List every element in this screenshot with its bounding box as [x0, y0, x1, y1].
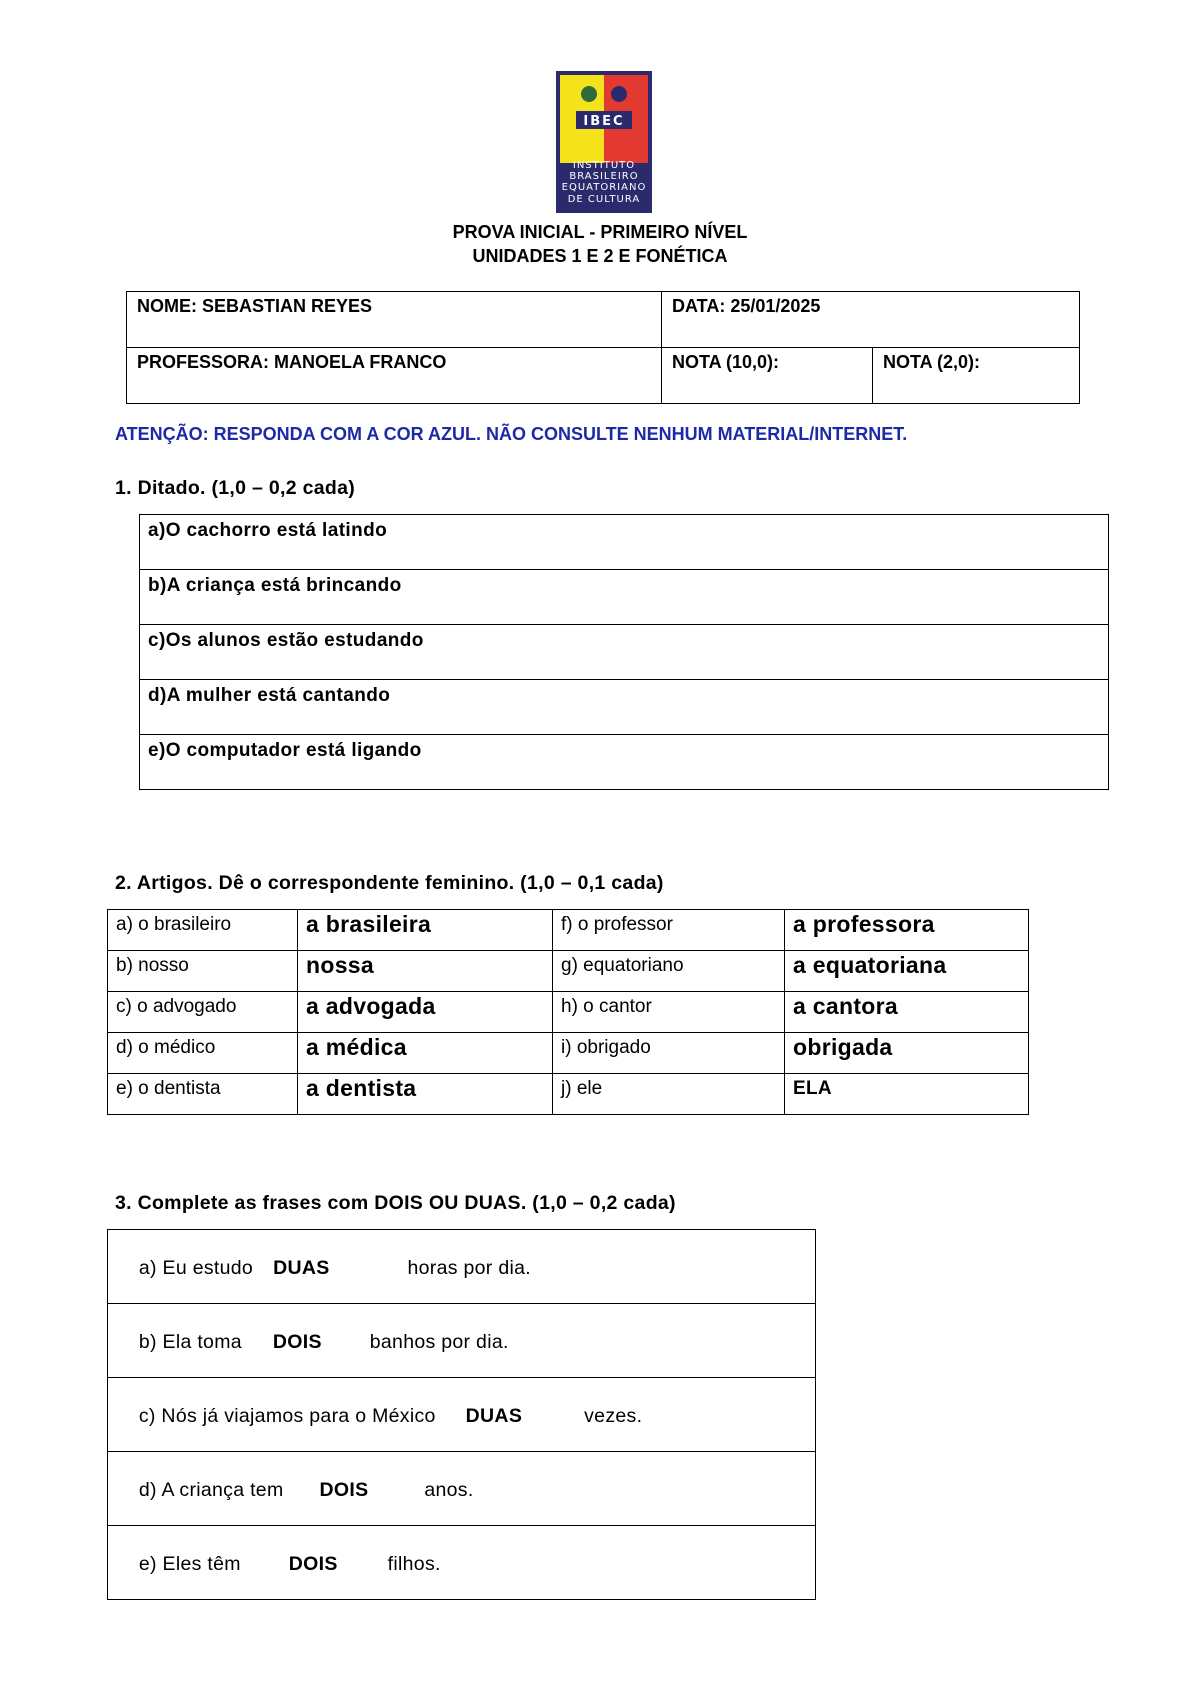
logo-acronym: IBEC — [583, 114, 625, 129]
sentence-answer: DOIS — [272, 1331, 322, 1353]
q1-heading: 1. Ditado. (1,0 – 0,2 cada) — [115, 477, 356, 499]
logo-line-2: BRASILEIRO — [569, 171, 639, 182]
table-row — [108, 1304, 816, 1378]
sentence-end: vezes. — [584, 1405, 643, 1427]
sentence-answer: DUAS — [273, 1257, 330, 1279]
student-info-table — [126, 291, 1080, 404]
article-answer: a dentista — [298, 1074, 553, 1115]
article-answer: a médica — [298, 1033, 553, 1074]
grade-2-cell: NOTA (2,0): — [873, 348, 1080, 404]
article-prompt: g) equatoriano — [553, 951, 785, 992]
dictation-table — [139, 514, 1109, 790]
logo-line-4: DE CULTURA — [567, 194, 641, 205]
exam-title: PROVA INICIAL - PRIMEIRO NÍVEL — [452, 222, 748, 242]
date-cell: DATA: 25/01/2025 — [662, 292, 1080, 348]
table-row — [108, 1526, 816, 1600]
logo-line-3: EQUATORIANO — [561, 182, 647, 193]
article-answer: obrigada — [785, 1033, 1029, 1074]
dictation-item: c)Os alunos estão estudando — [140, 625, 1109, 680]
table-row — [108, 992, 1029, 1033]
sentence-end: anos. — [424, 1479, 474, 1501]
table-row — [108, 1033, 1029, 1074]
dictation-item: d)A mulher está cantando — [140, 680, 1109, 735]
sentence-start: a) Eu estudo — [138, 1257, 254, 1279]
dictation-item: b)A criança está brincando — [140, 570, 1109, 625]
ibec-logo — [556, 71, 652, 213]
article-answer: nossa — [298, 951, 553, 992]
table-row — [108, 951, 1029, 992]
name-cell: NOME: SEBASTIAN REYES — [127, 292, 662, 348]
sentence-answer: DOIS — [288, 1553, 338, 1575]
complete-table — [107, 1229, 816, 1600]
article-answer: a advogada — [298, 992, 553, 1033]
dictation-item: e)O computador está ligando — [140, 735, 1109, 790]
sentence-end: filhos. — [387, 1553, 441, 1575]
article-prompt: a) o brasileiro — [108, 910, 298, 951]
article-prompt: e) o dentista — [108, 1074, 298, 1115]
table-row — [108, 1452, 816, 1526]
teacher-cell: PROFESSORA: MANOELA FRANCO — [127, 348, 662, 404]
dictation-item: a)O cachorro está latindo — [140, 515, 1109, 570]
article-prompt: i) obrigado — [553, 1033, 785, 1074]
grade-10-cell: NOTA (10,0): — [662, 348, 873, 404]
logo-line-1: INSTITUTO — [572, 160, 636, 171]
sentence-start: e) Eles têm — [138, 1553, 241, 1575]
exam-subtitle: UNIDADES 1 E 2 E FONÉTICA — [472, 246, 728, 266]
table-row — [108, 910, 1029, 951]
attention-notice: ATENÇÃO: RESPONDA COM A COR AZUL. NÃO CONSULTE NENHUM MATERIAL/INTERNET. — [115, 424, 908, 444]
sentence-start: b) Ela toma — [138, 1331, 242, 1353]
sentence-answer: DOIS — [319, 1479, 369, 1501]
articles-table — [107, 909, 1029, 1115]
article-prompt: c) o advogado — [108, 992, 298, 1033]
article-prompt: b) nosso — [108, 951, 298, 992]
sentence-end: banhos por dia. — [369, 1331, 509, 1353]
article-answer: ELA — [785, 1074, 1029, 1115]
article-prompt: j) ele — [553, 1074, 785, 1115]
article-answer: a equatoriana — [785, 951, 1029, 992]
article-prompt: f) o professor — [553, 910, 785, 951]
article-prompt: d) o médico — [108, 1033, 298, 1074]
sentence-start: d) A criança tem — [138, 1479, 284, 1501]
article-answer: a professora — [785, 910, 1029, 951]
sentence-start: c) Nós já viajamos para o México — [138, 1405, 436, 1427]
article-prompt: h) o cantor — [553, 992, 785, 1033]
article-answer: a brasileira — [298, 910, 553, 951]
table-row — [108, 1378, 816, 1452]
q3-heading: 3. Complete as frases com DOIS OU DUAS. (1,0 – 0,2 cada) — [115, 1192, 676, 1214]
table-row — [108, 1074, 1029, 1115]
article-answer: a cantora — [785, 992, 1029, 1033]
table-row — [108, 1230, 816, 1304]
sentence-answer: DUAS — [465, 1405, 523, 1427]
q2-heading: 2. Artigos. Dê o correspondente feminino. (1,0 – 0,1 cada) — [115, 872, 664, 894]
sentence-end: horas por dia. — [407, 1257, 531, 1279]
